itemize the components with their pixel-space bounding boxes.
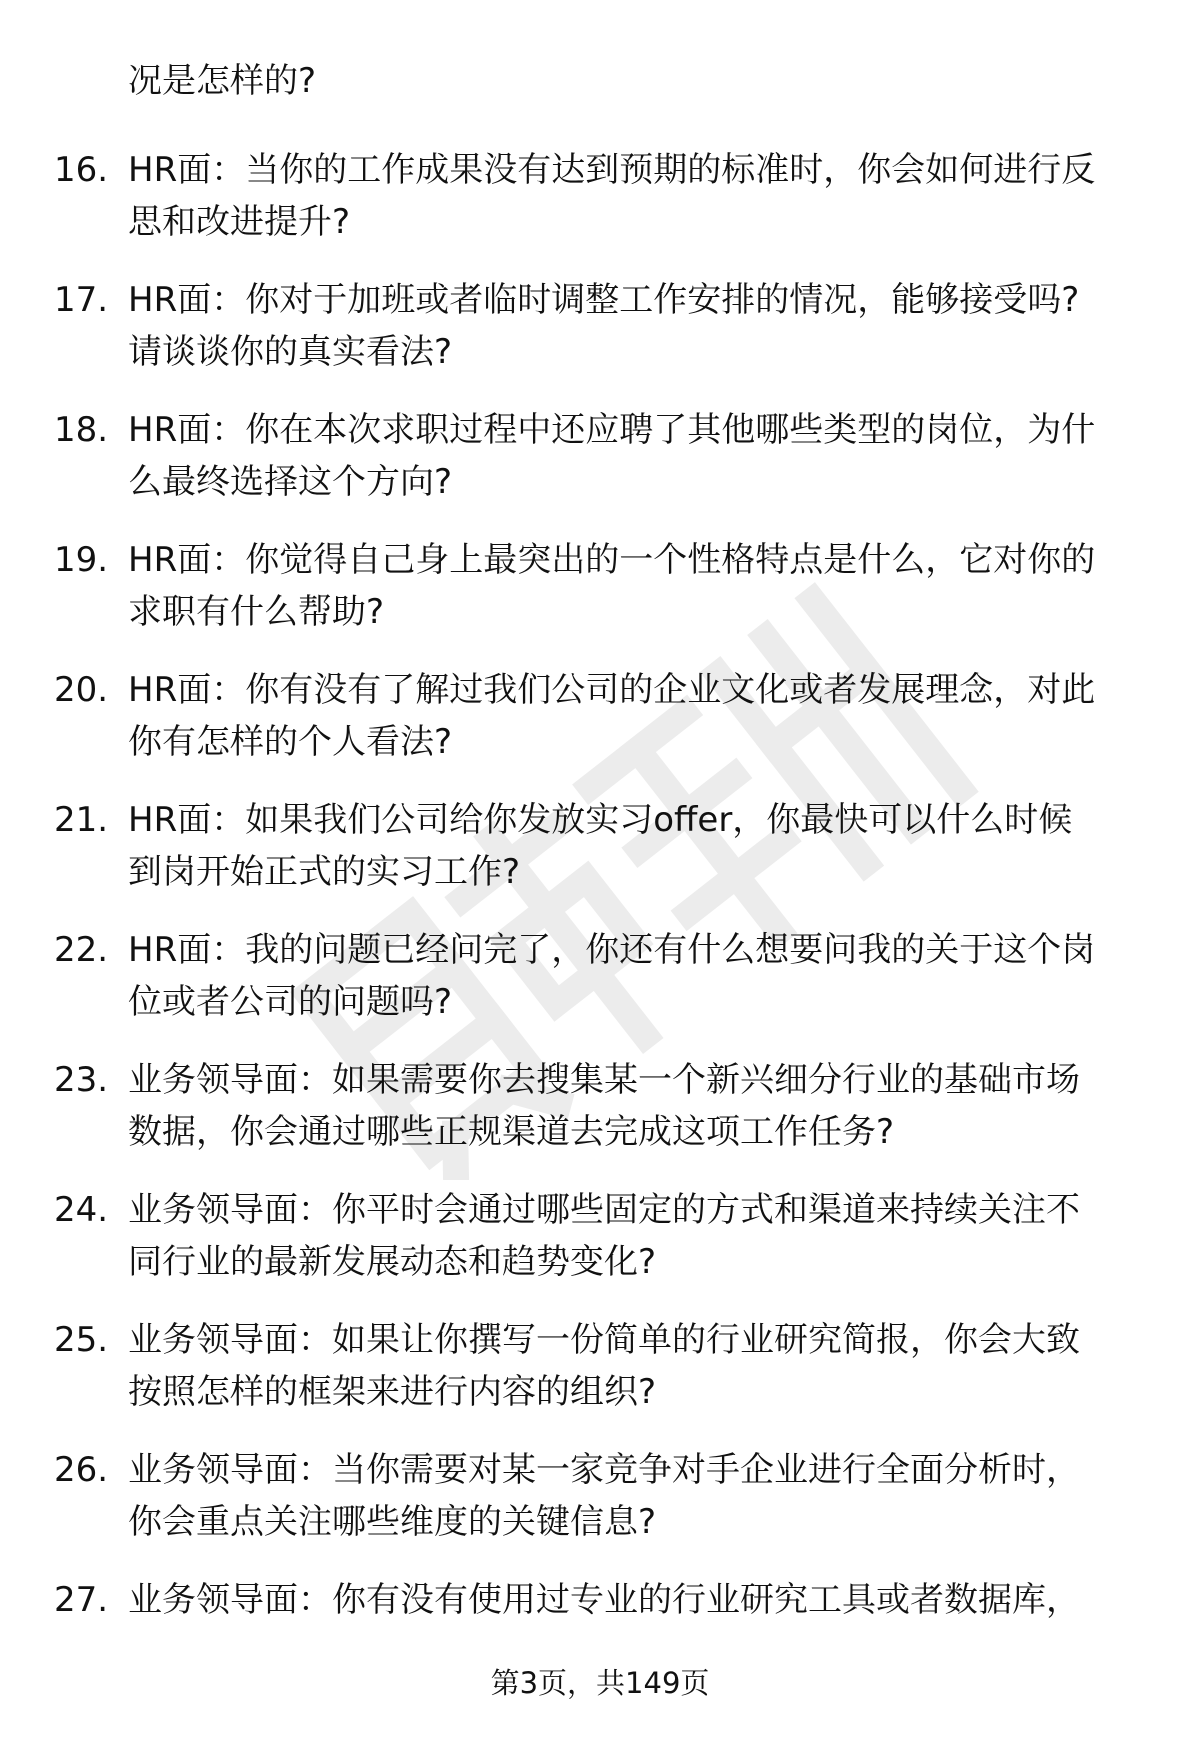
question-item (0, 534, 1200, 664)
question-line: 同行业的最新发展动态和趋势变化? (128, 1242, 657, 1282)
question-text (128, 1314, 1158, 1418)
question-line: 业务领导面：如果让你撰写一份简单的行业研究简报，你会大致 (128, 1320, 1080, 1360)
question-text (128, 404, 1158, 508)
question-item (0, 1574, 1200, 1634)
question-text (128, 1184, 1158, 1288)
question-number: 21. (54, 800, 109, 840)
question-text (128, 1574, 1158, 1626)
question-line: HR面：我的问题已经问完了，你还有什么想要问我的关于这个岗 (128, 930, 1096, 970)
question-text (128, 1054, 1158, 1158)
question-line: HR面：你觉得自己身上最突出的一个性格特点是什么，它对你的 (128, 540, 1096, 580)
question-item (0, 1444, 1200, 1574)
question-number: 27. (54, 1580, 109, 1620)
question-line: 求职有什么帮助? (128, 592, 385, 632)
question-line: 业务领导面：你平时会通过哪些固定的方式和渠道来持续关注不 (128, 1190, 1080, 1230)
question-line: 思和改进提升? (128, 202, 351, 242)
question-line: 位或者公司的问题吗? (128, 982, 453, 1022)
question-item (0, 1054, 1200, 1184)
question-text (128, 794, 1158, 898)
question-item (0, 404, 1200, 534)
page-footer: 第3页，共149页 (490, 1666, 710, 1700)
question-text (128, 144, 1158, 248)
question-item (0, 664, 1200, 794)
question-line: 到岗开始正式的实习工作? (128, 852, 521, 892)
question-number: 17. (54, 280, 109, 320)
question-number: 22. (54, 930, 109, 970)
question-line: HR面：你有没有了解过我们公司的企业文化或者发展理念，对此 (128, 670, 1096, 710)
question-line: 么最终选择这个方向? (128, 462, 453, 502)
question-line: HR面：你在本次求职过程中还应聘了其他哪些类型的岗位，为什 (128, 410, 1096, 450)
question-item (0, 274, 1200, 404)
question-item (0, 1184, 1200, 1314)
question-number: 24. (54, 1190, 109, 1230)
question-item (0, 924, 1200, 1054)
question-list (0, 144, 1200, 1634)
question-line: 数据，你会通过哪些正规渠道去完成这项工作任务? (128, 1112, 895, 1152)
question-line: 按照怎样的框架来进行内容的组织? (128, 1372, 657, 1412)
question-number: 25. (54, 1320, 109, 1360)
question-line: 你有怎样的个人看法? (128, 722, 453, 762)
question-text (128, 924, 1158, 1028)
question-line: 你会重点关注哪些维度的关键信息? (128, 1502, 657, 1542)
question-line: 请谈谈你的真实看法? (128, 332, 453, 372)
question-line: 业务领导面：你有没有使用过专业的行业研究工具或者数据库， (128, 1580, 1080, 1620)
question-number: 23. (54, 1060, 109, 1100)
question-item (0, 1314, 1200, 1444)
question-line: HR面：你对于加班或者临时调整工作安排的情况，能够接受吗? (128, 280, 1080, 320)
question-item (0, 794, 1200, 924)
question-line: HR面：如果我们公司给你发放实习offer，你最快可以什么时候 (128, 800, 1073, 840)
question-line: 业务领导面：当你需要对某一家竞争对手企业进行全面分析时， (128, 1450, 1080, 1490)
question-number: 16. (54, 150, 109, 190)
question-line: HR面：当你的工作成果没有达到预期的标准时，你会如何进行反 (128, 150, 1096, 190)
continued-question-text: 况是怎样的? (128, 61, 317, 101)
question-number: 19. (54, 540, 109, 580)
question-text (128, 534, 1158, 638)
question-number: 18. (54, 410, 109, 450)
question-number: 26. (54, 1450, 109, 1490)
question-text (128, 664, 1158, 768)
question-number: 20. (54, 670, 109, 710)
question-line: 业务领导面：如果需要你去搜集某一个新兴细分行业的基础市场 (128, 1060, 1080, 1100)
question-text (128, 1444, 1158, 1548)
question-text (128, 274, 1158, 378)
question-item (0, 144, 1200, 274)
